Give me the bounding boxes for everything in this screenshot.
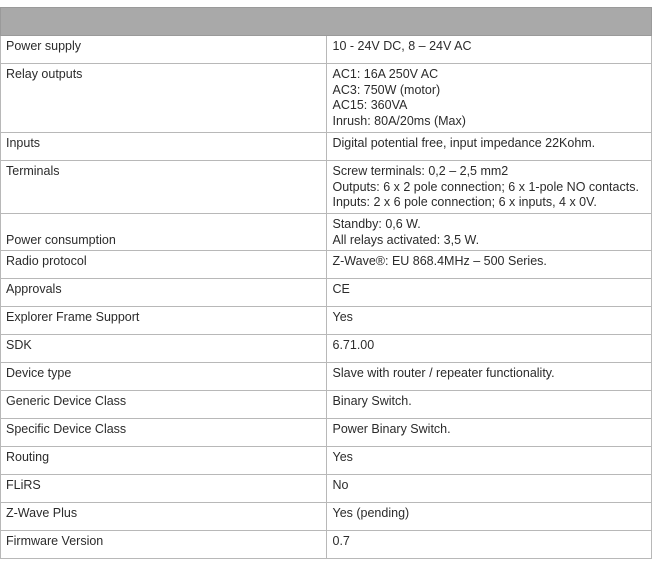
- spec-value: [326, 363, 652, 391]
- spec-label: Z-Wave Plus: [1, 503, 327, 531]
- table-row: [1, 531, 652, 559]
- spec-label: Specific Device Class: [1, 419, 327, 447]
- spec-label: FLiRS: [1, 475, 327, 503]
- spec-label: Inputs: [1, 132, 327, 160]
- spec-label: Firmware Version: [1, 531, 327, 559]
- table-row: [1, 160, 652, 213]
- spec-value-line: Slave with router / repeater functionality.: [332, 366, 555, 381]
- table-row: [1, 307, 652, 335]
- table-row: [1, 132, 652, 160]
- spec-value-line: Yes: [332, 450, 353, 465]
- spec-value: [326, 447, 652, 475]
- spec-label: Generic Device Class: [1, 391, 327, 419]
- spec-label: Device type: [1, 363, 327, 391]
- table-row: [1, 335, 652, 363]
- spec-value: [326, 335, 652, 363]
- table-row: [1, 279, 652, 307]
- spec-value-line: Inrush: 80A/20ms (Max): [332, 114, 466, 129]
- spec-value: [326, 475, 652, 503]
- spec-value-line: Yes (pending): [332, 506, 410, 521]
- spec-value-line: Digital potential free, input impedance 22Kohm.: [332, 135, 596, 150]
- table-header-bar: [1, 8, 652, 36]
- table-row: [1, 36, 652, 64]
- spec-value-line: AC1: 16A 250V AC: [332, 67, 439, 81]
- spec-value: [326, 419, 652, 447]
- spec-value-line: No: [332, 478, 349, 493]
- spec-value: [326, 391, 652, 419]
- table-row: [1, 213, 652, 250]
- spec-value: [326, 251, 652, 279]
- table-row: [1, 64, 652, 133]
- spec-value: [326, 64, 652, 133]
- table-header-row: [1, 8, 652, 36]
- spec-value-line: AC3: 750W (motor): [332, 82, 441, 97]
- spec-value-line: Outputs: 6 x 2 pole connection; 6 x 1-pole NO contacts.: [332, 179, 639, 194]
- spec-value: [326, 36, 652, 64]
- specifications-table: [0, 7, 652, 559]
- table-row: [1, 419, 652, 447]
- spec-label: Routing: [1, 447, 327, 475]
- spec-value: [326, 279, 652, 307]
- spec-value-line: 10 - 24V DC, 8 – 24V AC: [332, 39, 472, 53]
- spec-label: Power supply: [1, 36, 327, 64]
- spec-label: Power consumption: [1, 213, 327, 250]
- table-row: [1, 447, 652, 475]
- spec-label: SDK: [1, 335, 327, 363]
- table-row: [1, 391, 652, 419]
- spec-label: Explorer Frame Support: [1, 307, 327, 335]
- spec-value: [326, 307, 652, 335]
- spec-value-line: CE: [332, 282, 350, 297]
- table-row: [1, 475, 652, 503]
- spec-value-line: AC15: 360VA: [332, 98, 408, 113]
- spec-value-line: Inputs: 2 x 6 pole connection; 6 x inputs, 4 x 0V.: [332, 195, 597, 210]
- spec-value-line: Screw terminals: 0,2 – 2,5 mm2: [332, 163, 509, 178]
- spec-value: [326, 503, 652, 531]
- spec-value-line: 6.71.00: [332, 338, 375, 353]
- table-row: [1, 363, 652, 391]
- spec-value-line: Standby: 0,6 W.: [332, 216, 421, 231]
- spec-label: Radio protocol: [1, 251, 327, 279]
- spec-value: [326, 213, 652, 250]
- spec-label: Terminals: [1, 160, 327, 213]
- spec-value-line: Z-Wave®: EU 868.4MHz – 500 Series.: [332, 254, 547, 269]
- spec-value-line: All relays activated: 3,5 W.: [332, 232, 480, 247]
- spec-value-line: Binary Switch.: [332, 394, 412, 409]
- spec-value: [326, 160, 652, 213]
- spec-label: Approvals: [1, 279, 327, 307]
- spec-value-line: Power Binary Switch.: [332, 422, 451, 437]
- table-body: [1, 36, 652, 559]
- spec-value-line: 0.7: [332, 534, 350, 549]
- spec-value: [326, 132, 652, 160]
- table-row: [1, 251, 652, 279]
- spec-label: Relay outputs: [1, 64, 327, 133]
- spec-value: [326, 531, 652, 559]
- spec-value-line: Yes: [332, 310, 353, 325]
- table-row: [1, 503, 652, 531]
